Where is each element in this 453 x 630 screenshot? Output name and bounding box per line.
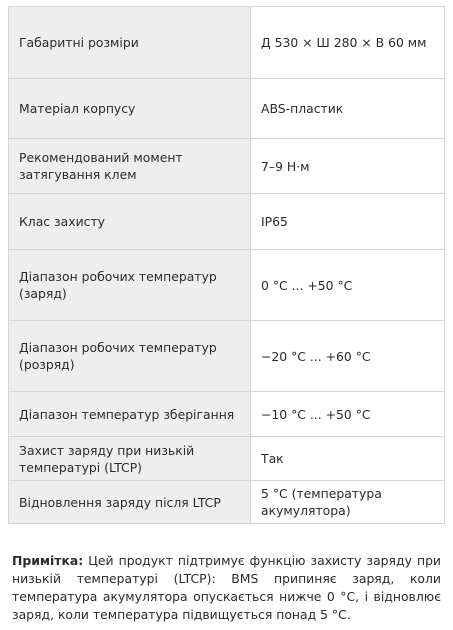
spec-value: Так — [251, 437, 445, 481]
table-row — [9, 321, 445, 392]
table-row — [9, 7, 445, 79]
spec-label: Рекомендований момент затягування клем — [9, 139, 251, 194]
spec-value: Д 530 × Ш 280 × В 60 мм — [251, 7, 445, 79]
table-row — [9, 392, 445, 437]
spec-label: Діапазон робочих температур (розряд) — [9, 321, 251, 392]
specifications-table — [8, 6, 445, 524]
spec-label: Захист заряду при низькій температурі (LTCP) — [9, 437, 251, 481]
table-row — [9, 481, 445, 524]
table-row — [9, 250, 445, 321]
spec-label: Габаритні розміри — [9, 7, 251, 79]
spec-value: −20 °C ... +60 °C — [251, 321, 445, 392]
spec-value: 5 °C (температура акумулятора) — [251, 481, 445, 524]
table-row — [9, 79, 445, 139]
spec-label: Діапазон температур зберігання — [9, 392, 251, 437]
spec-value: 7–9 Н·м — [251, 139, 445, 194]
table-row — [9, 437, 445, 481]
spec-label: Матеріал корпусу — [9, 79, 251, 139]
spec-value: −10 °C ... +50 °C — [251, 392, 445, 437]
note-title: Примітка: — [12, 553, 84, 569]
spec-label: Клас захисту — [9, 194, 251, 250]
product-note — [12, 552, 441, 624]
spec-value: 0 °C ... +50 °C — [251, 250, 445, 321]
table-row — [9, 194, 445, 250]
spec-value: IP65 — [251, 194, 445, 250]
spec-value: ABS-пластик — [251, 79, 445, 139]
table-row — [9, 139, 445, 194]
note-text: Цей продукт підтримує функцію захисту заряду при низькій температурі (LTCP): BMS припиняє заряд, коли температура акумулятора опускається нижче 0 °C, і відновлює заряд, коли температура підвищується понад 5 °C. — [12, 553, 441, 623]
spec-label: Відновлення заряду після LTCP — [9, 481, 251, 524]
spec-label: Діапазон робочих температур (заряд) — [9, 250, 251, 321]
